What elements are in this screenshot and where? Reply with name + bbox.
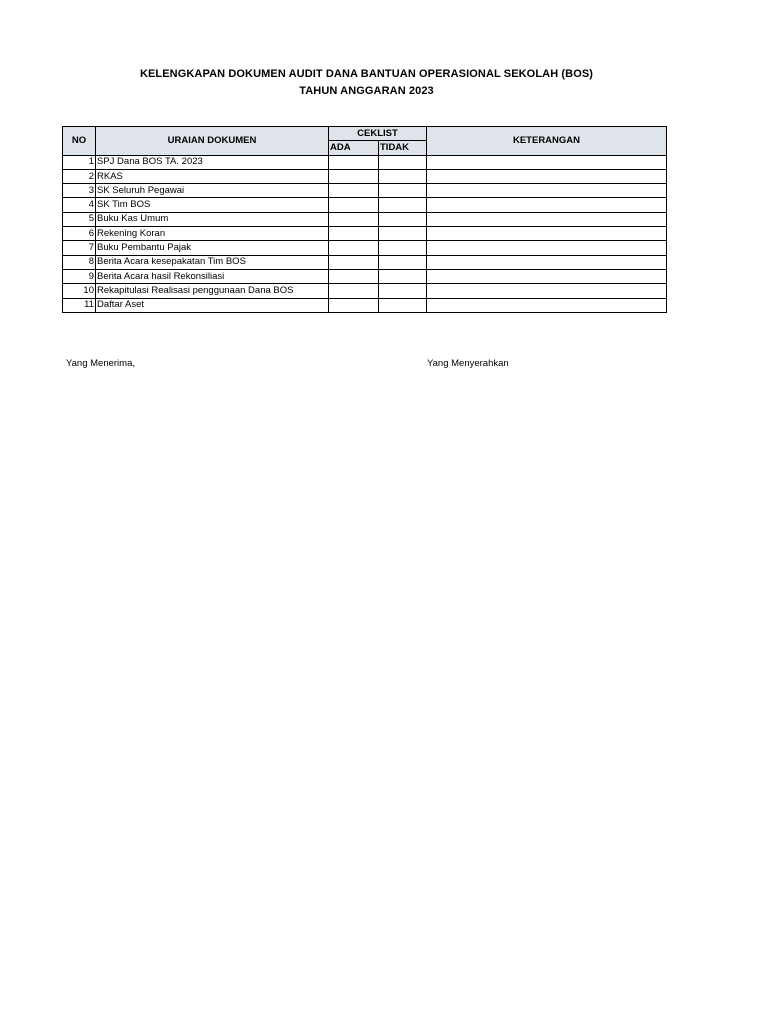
table-row [63,212,667,226]
row-description: Rekapitulasi Realisasi penggunaan Dana BOS [96,284,329,298]
row-description: Berita Acara kesepakatan Tim BOS [96,255,329,269]
row-number: 1 [63,155,96,169]
checkbox-tidak-cell[interactable] [379,212,427,226]
keterangan-cell[interactable] [427,198,667,212]
signature-giver-label: Yang Menyerahkan [427,358,509,369]
header-no: NO [63,127,96,156]
checkbox-ada-cell[interactable] [329,184,379,198]
checkbox-ada-cell[interactable] [329,169,379,183]
row-description: RKAS [96,169,329,183]
row-description: SPJ Dana BOS TA. 2023 [96,155,329,169]
row-description: SK Seluruh Pegawai [96,184,329,198]
checkbox-tidak-cell[interactable] [379,227,427,241]
header-uraian-dokumen: URAIAN DOKUMEN [96,127,329,156]
table-row [63,255,667,269]
table-row [63,298,667,312]
row-number: 6 [63,227,96,241]
checkbox-tidak-cell[interactable] [379,155,427,169]
keterangan-cell[interactable] [427,298,667,312]
row-description: Daftar Aset [96,298,329,312]
keterangan-cell[interactable] [427,227,667,241]
checkbox-ada-cell[interactable] [329,255,379,269]
keterangan-cell[interactable] [427,184,667,198]
checkbox-tidak-cell[interactable] [379,255,427,269]
document-title: KELENGKAPAN DOKUMEN AUDIT DANA BANTUAN OPERASIONAL SEKOLAH (BOS) [139,68,594,80]
checkbox-ada-cell[interactable] [329,227,379,241]
row-number: 2 [63,169,96,183]
checkbox-ada-cell[interactable] [329,284,379,298]
document-checklist-table [62,126,667,313]
header-tidak: TIDAK [379,141,427,155]
keterangan-cell[interactable] [427,255,667,269]
checkbox-tidak-cell[interactable] [379,169,427,183]
header-ada: ADA [329,141,379,155]
document-subtitle: TAHUN ANGGARAN 2023 [299,85,434,97]
row-number: 5 [63,212,96,226]
checkbox-ada-cell[interactable] [329,269,379,283]
row-number: 7 [63,241,96,255]
row-description: Buku Kas Umum [96,212,329,226]
checkbox-ada-cell[interactable] [329,198,379,212]
checkbox-ada-cell[interactable] [329,241,379,255]
row-number: 4 [63,198,96,212]
header-ceklist: CEKLIST [329,127,427,141]
checkbox-tidak-cell[interactable] [379,269,427,283]
table-row [63,241,667,255]
row-number: 10 [63,284,96,298]
table-header-row [63,127,667,141]
row-description: SK Tim BOS [96,198,329,212]
table-row [63,184,667,198]
checkbox-ada-cell[interactable] [329,155,379,169]
row-number: 3 [63,184,96,198]
signature-receiver-label: Yang Menerima, [66,358,135,369]
table-row [63,169,667,183]
checkbox-ada-cell[interactable] [329,298,379,312]
checkbox-tidak-cell[interactable] [379,298,427,312]
keterangan-cell[interactable] [427,212,667,226]
keterangan-cell[interactable] [427,155,667,169]
keterangan-cell[interactable] [427,269,667,283]
row-description: Rekening Koran [96,227,329,241]
table-row [63,269,667,283]
keterangan-cell[interactable] [427,284,667,298]
table-row [63,198,667,212]
row-number: 9 [63,269,96,283]
checkbox-tidak-cell[interactable] [379,284,427,298]
row-description: Buku Pembantu Pajak [96,241,329,255]
keterangan-cell[interactable] [427,169,667,183]
row-number: 8 [63,255,96,269]
keterangan-cell[interactable] [427,241,667,255]
checkbox-ada-cell[interactable] [329,212,379,226]
checkbox-tidak-cell[interactable] [379,184,427,198]
header-keterangan: KETERANGAN [427,127,667,156]
checkbox-tidak-cell[interactable] [379,241,427,255]
row-number: 11 [63,298,96,312]
row-description: Berita Acara hasil Rekonsiliasi [96,269,329,283]
table-row [63,284,667,298]
table-row [63,155,667,169]
table-row [63,227,667,241]
checkbox-tidak-cell[interactable] [379,198,427,212]
